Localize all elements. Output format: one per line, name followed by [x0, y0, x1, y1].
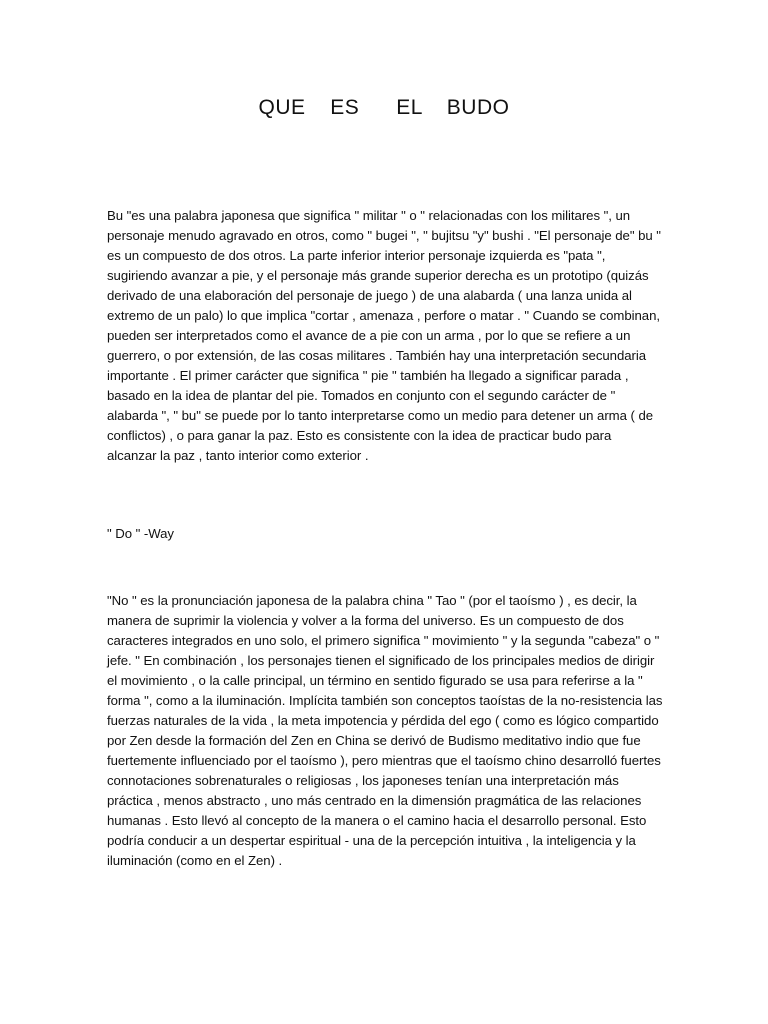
page-title: QUE ES EL BUDO [258, 96, 510, 119]
paragraph-do: "No " es la pronunciación japonesa de la palabra china " Tao " (por el taoísmo ) , es decir, la manera de suprimir la violencia y volver a la forma del universo. Es un compuesto de dos caracteres integrados en uno solo, el primero significa " movimiento " y la segunda "cabeza" o " jefe. " En combinación , los personajes tienen el significado de los principales medios de dirigir el movimiento , o la calle principal, un término en sentido figurado se usa para referirse a la " forma ", como a la iluminación. Implícita también son conceptos taoístas de la no-resistencia las fuerzas naturales de la vida , la meta impotencia y pérdida del ego ( como es lógico compartido por Zen desde la formación del Zen en China se derivó de Budismo meditativo indio que fue fuertemente influenciado por el taoísmo ), pero mientras que el taoísmo chino desarrolló fuertes connotaciones sobrenaturales o religiosas , los japoneses tenían una interpretación más práctica , menos abstracto , uno más centrado en la dimensión pragmática de las relaciones humanas . Esto llevó al concepto de la manera o el camino hacia el desarrollo personal. Esto podría conducir a un despertar espiritual - una de la percepción intuitiva , la inteligencia y la iluminación (como en el Zen) . [107, 593, 663, 868]
paragraph-bu: Bu "es una palabra japonesa que significa " militar " o " relacionadas con los militares ", un personaje menudo agravado en otros, como " bugei ", " bujitsu "y" bushi . "El personaje de" bu " es un compuesto de dos otros. La parte inferior interior personaje izquierda es "pata ", sugiriendo avanzar a pie, y el personaje más grande superior derecha es un prototipo (quizás derivado de una elaboración del personaje de juego ) de una alabarda ( una lanza unida al extremo de un palo) lo que implica "cortar , amenaza , perfore o matar . " Cuando se combinan, pueden ser interpretados como el avance de a pie con un arma , por lo que se refiere a un guerrero, o por extensión, de las cosas militares . También hay una interpretación secundaria importante . El primer carácter que significa " pie " también ha llegado a significar parada , basado en la idea de plantar del pie. Tomados en conjunto con el segundo carácter de " alabarda ", " bu" se puede por lo tanto interpretarse como un medio para detener un arma ( de conflictos) , o para ganar la paz. Esto es consistente con la idea de practicar budo para alcanzar la paz , tanto interior como exterior . [107, 208, 661, 463]
section-heading-do: " Do " -Way [107, 526, 174, 541]
